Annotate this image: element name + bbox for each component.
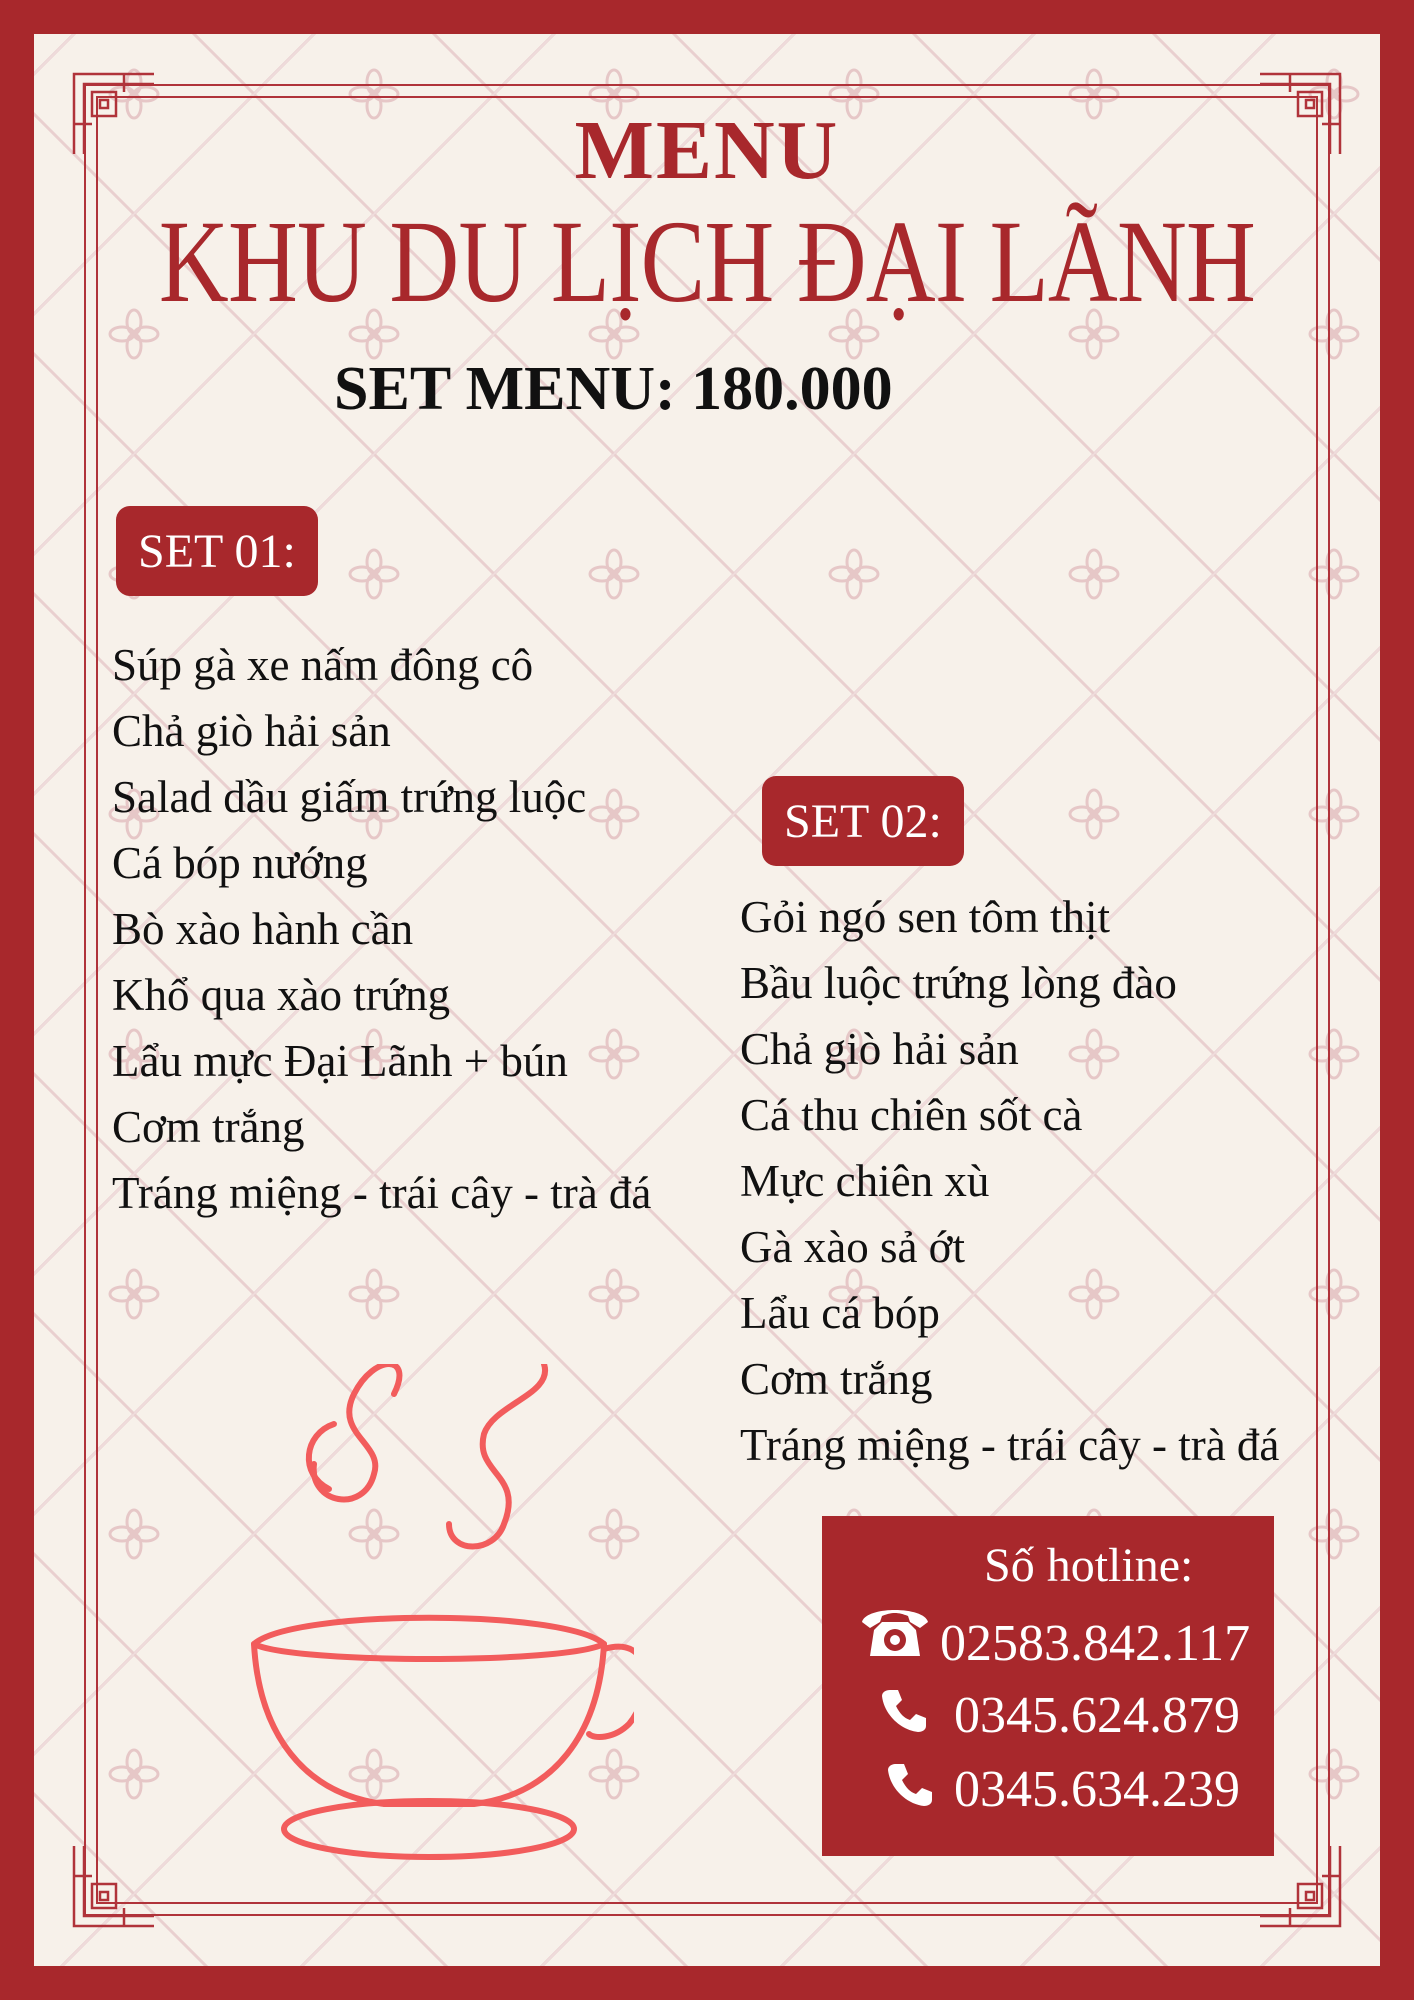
list-item: Tráng miệng - trái cây - trà đá: [740, 1420, 1280, 1470]
hotline-label: Số hotline:: [984, 1539, 1194, 1592]
list-item: Tráng miệng - trái cây - trà đá: [112, 1168, 652, 1218]
set-01-badge: SET 01:: [116, 506, 318, 596]
list-item: Lẩu mực Đại Lãnh + bún: [112, 1036, 568, 1086]
phone-handset-icon: [880, 1686, 928, 1734]
list-item: Súp gà xe nấm đông cô: [112, 640, 534, 690]
list-item: Chả giò hải sản: [740, 1024, 1019, 1074]
list-item: Mực chiên xù: [740, 1156, 990, 1206]
list-item: Lẩu cá bóp: [740, 1288, 940, 1338]
menu-heading: MENU: [574, 104, 840, 197]
venue-title: KHU DU LỊCH ĐẠI LÃNH: [158, 196, 1256, 327]
set-01-dish-list: [112, 632, 651, 1226]
set-price-heading: SET MENU: 180.000: [334, 355, 893, 423]
rotary-telephone-icon: [858, 1602, 932, 1660]
hotline-number-3: 0345.634.239: [954, 1761, 1240, 1818]
list-item: Khổ qua xào trứng: [112, 970, 451, 1020]
list-item: Chả giò hải sản: [112, 706, 391, 756]
set-02-badge: SET 02:: [762, 776, 964, 866]
list-item: Cá thu chiên sốt cà: [740, 1090, 1083, 1140]
hotline-number-1: 02583.842.117: [940, 1615, 1251, 1672]
list-item: Bầu luộc trứng lòng đào: [740, 958, 1177, 1008]
list-item: Salad dầu giấm trứng luộc: [112, 772, 587, 822]
hotline-box: [822, 1516, 1274, 1856]
list-item: Gỏi ngó sen tôm thịt: [740, 892, 1110, 942]
set-02-dish-list: [740, 884, 1279, 1478]
corner-ornament-bottom-left: [64, 1836, 164, 1936]
list-item: Gà xào sả ớt: [740, 1222, 965, 1272]
steaming-cup-icon: [234, 1364, 634, 1864]
list-item: Cá bóp nướng: [112, 838, 368, 888]
list-item: Cơm trắng: [112, 1102, 305, 1152]
list-item: Cơm trắng: [740, 1354, 933, 1404]
list-item: Bò xào hành cần: [112, 904, 414, 954]
hotline-number-2: 0345.624.879: [954, 1687, 1240, 1744]
menu-card: [34, 34, 1380, 1966]
phone-handset-icon: [886, 1760, 934, 1808]
